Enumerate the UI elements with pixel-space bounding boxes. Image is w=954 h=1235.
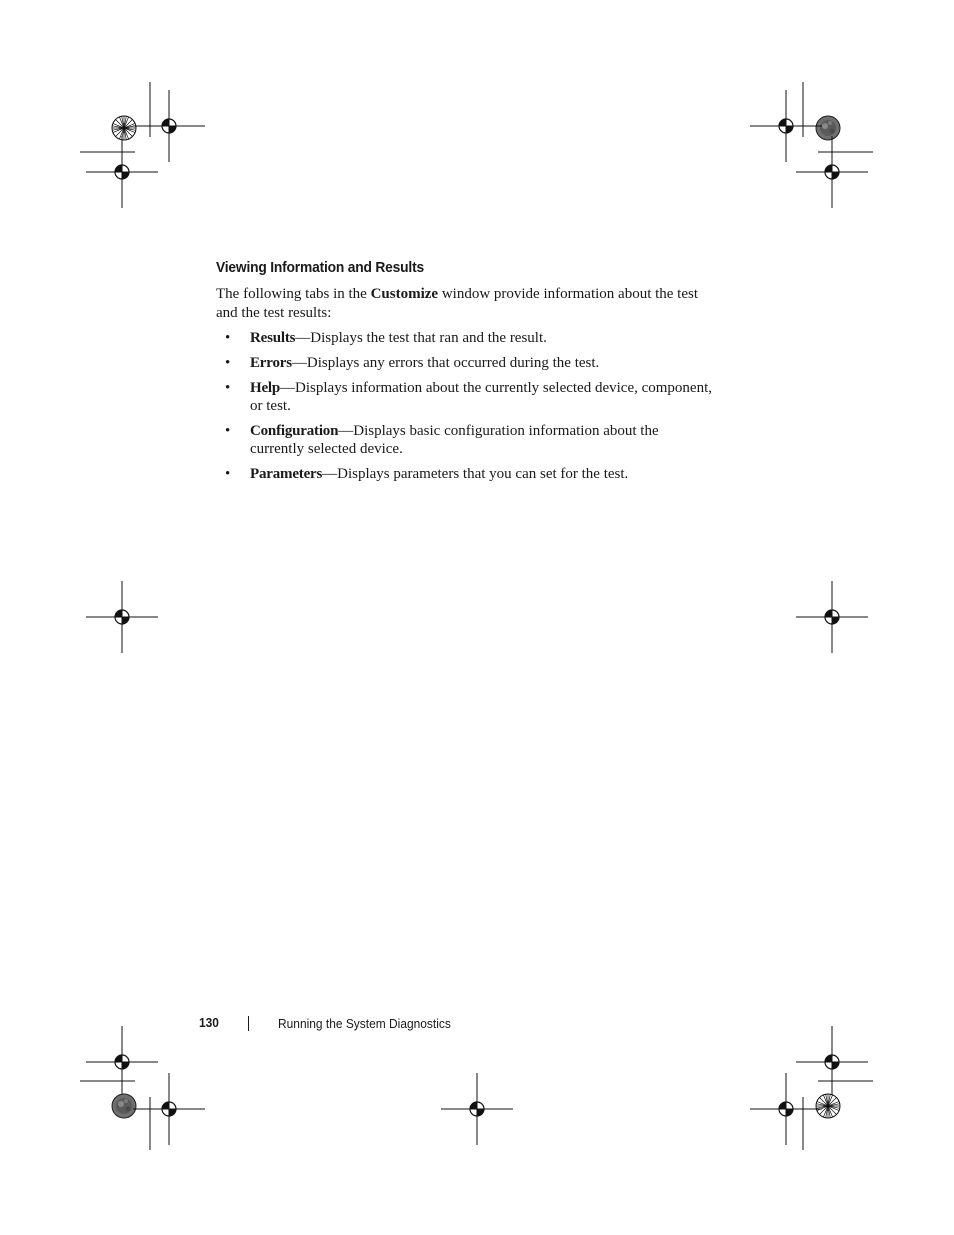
list-item-help bbox=[216, 379, 716, 415]
intro-text-start: The following tabs in the bbox=[216, 286, 371, 302]
configuration-description: —Displays basic configuration information about the currently selected device. bbox=[250, 423, 659, 457]
section-heading: Viewing Information and Results bbox=[216, 259, 424, 276]
errors-term: Errors bbox=[250, 355, 292, 371]
tab-description-list bbox=[216, 329, 716, 490]
list-item-results bbox=[216, 329, 716, 347]
help-term: Help bbox=[250, 380, 281, 396]
intro-text-end: window provide information about the test and the test results: bbox=[216, 286, 699, 321]
parameters-description: —Displays parameters that you can set for the test. bbox=[322, 466, 629, 482]
footer-chapter-title: Running the System Diagnostics bbox=[278, 1016, 451, 1031]
customize-window-name: Customize bbox=[370, 286, 439, 302]
page-number: 130 bbox=[199, 1015, 219, 1030]
intro-paragraph bbox=[216, 285, 716, 323]
results-term: Results bbox=[250, 330, 296, 346]
errors-description: —Displays any errors that occurred during the test. bbox=[291, 355, 600, 371]
help-description: —Displays information about the currently selected device, component, or test. bbox=[250, 380, 712, 414]
footer-divider bbox=[248, 1016, 249, 1031]
bullet-icon: • bbox=[225, 330, 231, 346]
bullet-icon: • bbox=[225, 466, 231, 482]
list-item-errors bbox=[216, 354, 716, 372]
list-item-configuration bbox=[216, 422, 716, 458]
bullet-icon: • bbox=[225, 380, 231, 396]
results-description: —Displays the test that ran and the result. bbox=[295, 330, 547, 346]
list-item-parameters bbox=[216, 465, 716, 483]
configuration-term: Configuration bbox=[250, 423, 339, 439]
bullet-icon: • bbox=[225, 423, 231, 439]
bullet-icon: • bbox=[225, 355, 231, 371]
parameters-term: Parameters bbox=[250, 466, 323, 482]
